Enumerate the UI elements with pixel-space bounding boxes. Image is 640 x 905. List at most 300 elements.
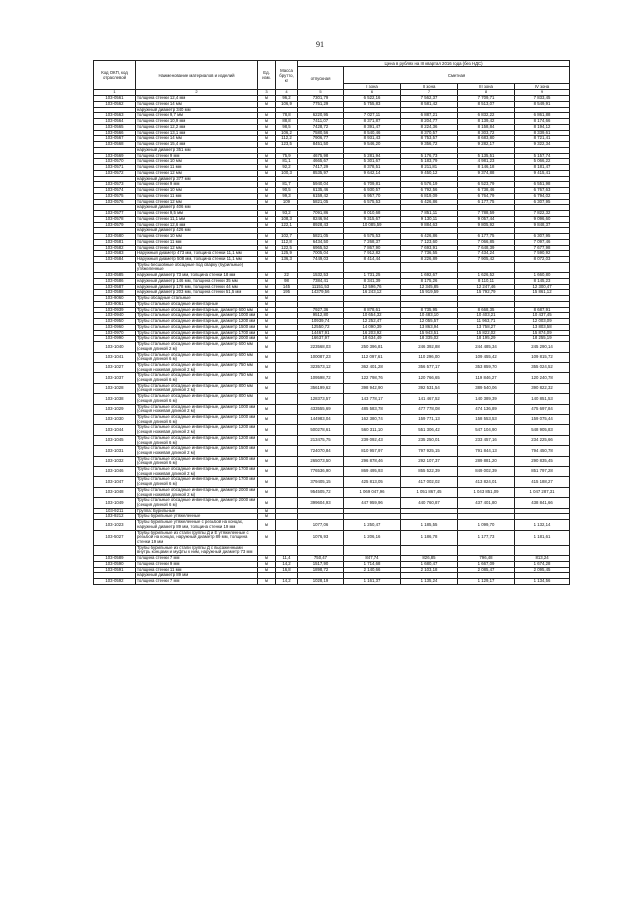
cell-zone-2: 551 306,42 [401, 425, 458, 435]
cell-unit: м [258, 446, 276, 456]
cell-zone-3: 8 146,18 [458, 165, 515, 171]
cell-zone-4: 6 307,95 [515, 234, 570, 240]
cell-zone-1: 239 092,43 [344, 435, 401, 445]
cell-zone-2: 356 577,17 [401, 362, 458, 372]
cell-zone-4: 1 674,28 [515, 561, 570, 567]
cell-zone-2: 5 176,73 [401, 153, 458, 159]
cell-unit: м [258, 567, 276, 573]
cell-zone-2: 8 224,36 [401, 124, 458, 130]
col-unit-header: Ед. изм. [258, 61, 276, 90]
cell-code: 103-0574 [94, 188, 136, 194]
cell-release-price [298, 545, 344, 555]
cell-zone-2: 7 562,37 [401, 96, 458, 102]
cell-zone-2: 6 792,56 [401, 188, 458, 194]
cell-mass [276, 477, 298, 487]
cell-zone-1: 9 642,14 [344, 170, 401, 176]
cell-code: 103-1030 [94, 415, 136, 425]
cell-zone-2: 13 863,94 [401, 324, 458, 330]
cell-zone-1: 6 930,57 [344, 188, 401, 194]
cell-zone-3: 547 104,90 [458, 425, 515, 435]
cell-zone-1: 10 654,32 [344, 313, 401, 319]
cell-release-price: 7906,77 [298, 136, 344, 142]
cell-release-price: 223568,03 [298, 342, 344, 352]
cell-code: 103-0562 [94, 101, 136, 107]
cell-zone-1: 7 867,90 [344, 245, 401, 251]
cell-name: Трубы бурильные утяжеленные [136, 514, 258, 520]
cell-unit: м [258, 520, 276, 530]
cell-zone-3: 109 455,42 [458, 352, 515, 362]
cell-zone-1: 12 596,76 [344, 284, 401, 290]
cell-zone-1: 6 575,53 [344, 199, 401, 205]
cell-zone-4: 10 437,45 [515, 313, 570, 319]
cell-name: Трубы стальные обсадные инвентарные, диаметр 750 мм (секция ножевая длиной 2 м) [136, 362, 258, 372]
cell-mass [276, 425, 298, 435]
cell-mass: 195 [276, 290, 298, 296]
cell-zone-1: 12 252,47 [344, 319, 401, 325]
cell-zone-1: 7 027,11 [344, 113, 401, 119]
cell-name: Трубы бурильные из стали группы Д и Е утяжеленные с резьбой на концах, наружный диаметр 89 мм, толщина стенки 19 мм [136, 530, 258, 545]
cell-code: 103-1040 [94, 342, 136, 352]
cell-zone-1: 847,74 [344, 556, 401, 562]
cell-zone-3: 474 136,89 [458, 404, 515, 414]
cell-unit: м [258, 467, 276, 477]
cell-zone-2: 7 123,60 [401, 239, 458, 245]
cell-mass: 112,8 [276, 239, 298, 245]
cell-code: 103-0585 [94, 273, 136, 279]
cell-mass: 106,9 [276, 101, 298, 107]
cell-code: 103-0582 [94, 245, 136, 251]
cell-release-price: 6159,42 [298, 193, 344, 199]
cell-zone-4: 1 132,14 [515, 520, 570, 530]
cell-release-price: 7005,04 [298, 251, 344, 257]
cell-zone-4: 438 841,66 [515, 498, 570, 508]
cell-code: 103-0573 [94, 182, 136, 188]
cell-release-price: 7580,56 [298, 130, 344, 136]
cell-unit: м [258, 342, 276, 352]
cell-name: Трубы стальные обсадные инвентарные, диаметр 1500 мм (секция ножевая длиной 2 м) [136, 446, 258, 456]
cell-zone-3: 8 683,80 [458, 136, 515, 142]
cell-unit: м [258, 556, 276, 562]
cell-release-price: 7428,72 [298, 124, 344, 130]
cell-release-price: 500278,61 [298, 425, 344, 435]
cell-name: Трубы стальные обсадные инвентарные, диаметр 1000 мм [136, 313, 258, 319]
table-row [94, 415, 570, 425]
cell-zone-1: 143 778,17 [344, 394, 401, 404]
cell-zone-3: 11 963,71 [458, 319, 515, 325]
cell-zone-3: 8 139,42 [458, 119, 515, 125]
cell-zone-3: 18 195,29 [458, 336, 515, 342]
cell-release-price: 1898,72 [298, 567, 344, 573]
cell-mass: 98 [276, 278, 298, 284]
cell-name: толщина стенки 11 мм [136, 165, 258, 171]
table-row [94, 362, 570, 372]
cell-code: 103-1044 [94, 425, 136, 435]
cell-zone-2: 8 211,81 [401, 165, 458, 171]
cell-name: наружный диаметр 426 мм [136, 228, 258, 234]
table-row [94, 487, 570, 497]
cell-code: 103-1047 [94, 477, 136, 487]
cell-unit: м [258, 113, 276, 119]
cell-zone-4: 140 851,53 [515, 394, 570, 404]
cell-zone-2: 1 135,24 [401, 579, 458, 585]
cell-unit: м [258, 336, 276, 342]
cell-zone-1: 8 878,61 [344, 307, 401, 313]
cell-unit: м [258, 498, 276, 508]
cell-code: 103-0571 [94, 165, 136, 171]
cell-mass [276, 342, 298, 352]
cell-zone-1: 18 634,49 [344, 336, 401, 342]
cell-zone-1: 485 583,78 [344, 404, 401, 414]
cell-unit: м [258, 234, 276, 240]
cell-zone-3: 140 389,39 [458, 394, 515, 404]
cell-name: Трубы бурильные утяжеленные с резьбой на концах, наружный диаметр 89 мм, толщина стенки 19 мм [136, 520, 258, 530]
cell-release-price: 8451,50 [298, 142, 344, 148]
cell-mass: 88,8 [276, 119, 298, 125]
table-row [94, 394, 570, 404]
cell-zone-4 [515, 262, 570, 272]
cell-zone-1: 8 931,43 [344, 136, 401, 142]
cell-unit: м [258, 307, 276, 313]
cell-zone-1: 1 714,68 [344, 561, 401, 567]
cell-zone-3: 1 667,09 [458, 561, 515, 567]
cell-zone-3: 1 626,52 [458, 273, 515, 279]
cell-unit [258, 545, 276, 555]
cell-mass: 122,5 [276, 245, 298, 251]
cell-zone-1: 162 380,74 [344, 415, 401, 425]
cell-release-price: 750,47 [298, 556, 344, 562]
cell-code: 103-0575 [94, 193, 136, 199]
cell-zone-1: 9 546,20 [344, 142, 401, 148]
cell-name: Группа: Бурильные [136, 508, 258, 514]
cell-zone-1: 16 243,12 [344, 290, 401, 296]
cell-zone-2: 9 356,72 [401, 142, 458, 148]
cell-name: толщина стенки 9 мм [136, 182, 258, 188]
cell-unit: м [258, 216, 276, 222]
cell-release-price: 4665,67 [298, 159, 344, 165]
cell-code [94, 262, 136, 272]
cell-release-price: 9512,80 [298, 313, 344, 319]
cell-mass: 90,5 [276, 188, 298, 194]
cell-unit: м [258, 119, 276, 125]
cell-release-price: 5940,04 [298, 182, 344, 188]
cell-zone-2: 477 778,08 [401, 404, 458, 414]
cell-name: толщина стенки 12,6 мм [136, 222, 258, 228]
cell-mass [276, 373, 298, 383]
cell-zone-2: 6 426,86 [401, 199, 458, 205]
cell-zone-3: 13 758,27 [458, 324, 515, 330]
cell-zone-2: 8 735,95 [401, 307, 458, 313]
cell-code: 103-0569 [94, 153, 136, 159]
cell-unit: м [258, 561, 276, 567]
cell-zone-4: 6 794,02 [515, 193, 570, 199]
cell-release-price: 12550,72 [298, 324, 344, 330]
cell-zone-3: 7 905,42 [458, 257, 515, 263]
cell-zone-1: 6 709,81 [344, 182, 401, 188]
cell-release-price: 399604,93 [298, 498, 344, 508]
cell-name: наружный диаметр 406 мм [136, 205, 258, 211]
cell-name: толщина стенки 10 мм [136, 159, 258, 165]
cell-zone-1: 5 301,67 [344, 159, 401, 165]
cell-zone-2: 12 345,85 [401, 284, 458, 290]
cell-unit: м [258, 257, 276, 263]
cell-release-price: 8246,94 [298, 216, 344, 222]
cell-zone-3: 7 434,24 [458, 251, 515, 257]
cell-name: Трубы стальные обсадные инвентарные, диаметр 1000 мм (секция длиной 6 м) [136, 415, 258, 425]
cell-code: 103-0940 [94, 313, 136, 319]
cell-zone-3: 791 844,13 [458, 446, 515, 456]
cell-name: толщина стенки 10 мм [136, 188, 258, 194]
cell-release-price: 100087,23 [298, 352, 344, 362]
cell-release-price: 8928,43 [298, 222, 344, 228]
table-row [94, 262, 570, 272]
cell-mass: 11,4 [276, 556, 298, 562]
cell-zone-3: 7 066,85 [458, 239, 515, 245]
cell-mass: 78,8 [276, 113, 298, 119]
cell-mass [276, 352, 298, 362]
cell-code: 103-0576 [94, 199, 136, 205]
cell-code: 103-0564 [94, 119, 136, 125]
cell-zone-4: 159 075,44 [515, 415, 570, 425]
cell-release-price: 323573,12 [298, 362, 344, 372]
cell-name: Трубы стальные обсадные инвентарные, диаметр 1700 мм (секция ножевая длиной 2 м) [136, 467, 258, 477]
cell-release-price: 1517,90 [298, 561, 344, 567]
cell-zone-1: 14 090,39 [344, 324, 401, 330]
cell-name: толщина стенки 11 мм [136, 239, 258, 245]
cell-zone-4: 7 677,98 [515, 245, 570, 251]
cell-mass: 136,3 [276, 257, 298, 263]
cell-zone-2: 141 467,52 [401, 394, 458, 404]
table-row [94, 498, 570, 508]
table-row [94, 579, 570, 585]
cell-code: 103-0588 [94, 290, 136, 296]
cell-release-price: 7411,07 [298, 119, 344, 125]
cell-release-price: 16637,97 [298, 336, 344, 342]
col-number: 7 [401, 90, 458, 96]
cell-zone-1: 250 396,81 [344, 342, 401, 352]
cell-release-price: 7301,79 [298, 96, 344, 102]
cell-unit: м [258, 319, 276, 325]
cell-unit: м [258, 477, 276, 487]
cell-zone-1: 6 575,53 [344, 234, 401, 240]
cell-zone-3: 1 129,17 [458, 579, 515, 585]
cell-zone-1: 8 378,51 [344, 165, 401, 171]
cell-zone-1 [344, 262, 401, 272]
cell-zone-1: 2 140,66 [344, 567, 401, 573]
cell-zone-1: 8 341,39 [344, 278, 401, 284]
col-number: 2 [136, 90, 258, 96]
cell-zone-4: 1 181,61 [515, 530, 570, 545]
cell-zone-2: 15 943,51 [401, 330, 458, 336]
cell-code: 103-5027 [94, 530, 136, 545]
cell-code: 103-0970 [94, 330, 136, 336]
cell-zone-1: 8 371,87 [344, 119, 401, 125]
col-release-header: отпускная [298, 67, 344, 90]
cell-zone-2: 8 226,89 [401, 257, 458, 263]
col-number: 3 [258, 90, 276, 96]
cell-zone-4: 8 145,23 [515, 278, 570, 284]
cell-code: 103-0990 [94, 336, 136, 342]
cell-name: толщина стенки 9 мм [136, 153, 258, 159]
cell-zone-4: 851 797,28 [515, 467, 570, 477]
cell-zone-2: 440 760,87 [401, 498, 458, 508]
cell-code: 103-1038 [94, 394, 136, 404]
cell-zone-3: 7 709,71 [458, 96, 515, 102]
cell-mass: 93,2 [276, 211, 298, 217]
cell-release-price: 11151,53 [298, 284, 344, 290]
cell-zone-1: 425 813,05 [344, 477, 401, 487]
cell-mass: 125,9 [276, 251, 298, 257]
cell-unit: м [258, 278, 276, 284]
cell-unit: м [258, 456, 276, 466]
cell-name: Трубы стальные обсадные инвентарные, диаметр 800 мм (секция длиной 6 м) [136, 394, 258, 404]
cell-zone-1: 9 315,67 [344, 216, 401, 222]
cell-zone-4: 8 194,12 [515, 124, 570, 130]
cell-unit: м [258, 199, 276, 205]
cell-zone-4: 6 551,98 [515, 182, 570, 188]
cell-unit: м [258, 373, 276, 383]
cell-release-price: 8535,97 [298, 170, 344, 176]
cell-zone-2: 392 531,54 [401, 383, 458, 393]
cell-name: толщина стенки 7 мм [136, 556, 258, 562]
cell-zone-2: 8 204,77 [401, 119, 458, 125]
cell-name: толщина стенки 12 мм [136, 199, 258, 205]
cell-zone-4: 813,24 [515, 556, 570, 562]
cell-mass: 123,5 [276, 142, 298, 148]
cell-zone-2: 292 107,37 [401, 456, 458, 466]
cell-unit [258, 262, 276, 272]
zone-1-header: I зона [344, 84, 401, 90]
cell-zone-4: 8 174,66 [515, 119, 570, 125]
col-number: 6 [344, 90, 401, 96]
cell-release-price: 724070,84 [298, 446, 344, 456]
cell-name: наружный диаметр 89 мм [136, 573, 258, 579]
cell-zone-2: 110 296,00 [401, 352, 458, 362]
cell-zone-2: 7 851,11 [401, 211, 458, 217]
cell-zone-4: 9 322,34 [515, 142, 570, 148]
cell-code: 103-0561 [94, 96, 136, 102]
cell-mass: 92,2 [276, 165, 298, 171]
cell-zone-3: 8 110,11 [458, 278, 515, 284]
cell-name: наружный диаметр 178 мм, толщина стенки 44 мм [136, 284, 258, 290]
cell-release-price: 1028,19 [298, 579, 344, 585]
cell-name: Трубы стальные обсадные инвентарные, диаметр 2000 мм (секция длиной 6 м) [136, 498, 258, 508]
cell-zone-3: 6 832,22 [458, 113, 515, 119]
page-number: 91 [316, 40, 324, 49]
cell-zone-2: 826,85 [401, 556, 458, 562]
cell-code: 103-0570 [94, 159, 136, 165]
cell-mass [276, 456, 298, 466]
cell-code: 103-0950 [94, 319, 136, 325]
cell-zone-2: 1 051 867,45 [401, 487, 458, 497]
cell-unit: м [258, 579, 276, 585]
cell-release-price: 7384,41 [298, 278, 344, 284]
cell-code: 103-0589 [94, 556, 136, 562]
cell-name: толщина стенки 12 мм [136, 245, 258, 251]
cell-zone-2: 6 819,09 [401, 193, 458, 199]
cell-name: толщина стенки 9,5 мм [136, 211, 258, 217]
cell-unit: м [258, 508, 276, 514]
cell-unit: м [258, 352, 276, 362]
cell-code [94, 545, 136, 555]
cell-zone-2: 9 450,12 [401, 170, 458, 176]
cell-zone-2: 120 766,65 [401, 373, 458, 383]
cell-mass [276, 415, 298, 425]
cell-zone-3: 8 158,84 [458, 124, 515, 130]
cell-zone-1: 1 161,37 [344, 579, 401, 585]
cell-zone-2: 6 576,19 [401, 182, 458, 188]
cell-name: толщина стенки 11 мм [136, 193, 258, 199]
cell-mass: 106,2 [276, 130, 298, 136]
cell-zone-2: 7 693,91 [401, 245, 458, 251]
cell-zone-4: 5 157,74 [515, 153, 570, 159]
cell-zone-4: 5 066,22 [515, 159, 570, 165]
cell-name: Трубы стальные обсадные инвентарные, диаметр 800 мм (секция ножевая длиной 2 м) [136, 383, 258, 393]
cell-code: 103-1031 [94, 446, 136, 456]
cell-zone-3: 413 824,01 [458, 477, 515, 487]
cell-mass: 102,7 [276, 234, 298, 240]
cell-code: 103-1045 [94, 435, 136, 445]
cell-unit: м [258, 383, 276, 393]
cell-release-price: 776536,90 [298, 467, 344, 477]
cell-zone-4: 1 047 287,31 [515, 487, 570, 497]
cell-zone-1: 296 878,46 [344, 456, 401, 466]
cell-name: наружный диаметр 340 мм [136, 107, 258, 113]
cell-zone-4: 290 835,45 [515, 456, 570, 466]
cell-name: Трубы стальные обсадные инвентарные, диаметр 1200 мм (секция ножевая длиной 2 м) [136, 425, 258, 435]
cell-code: 103-0568 [94, 142, 136, 148]
cell-zone-2: 9 130,11 [401, 216, 458, 222]
zone-4-header: IV зона [515, 84, 570, 90]
price-group-header: Цена в рублях на III квартал 2016 года (без НДС) [298, 61, 570, 67]
cell-unit: м [258, 142, 276, 148]
cell-code: 103-0590 [94, 561, 136, 567]
cell-zone-4: 355 024,52 [515, 362, 570, 372]
cell-zone-2: 855 522,39 [401, 467, 458, 477]
cell-release-price: 128373,57 [298, 394, 344, 404]
cell-mass: 22 [276, 273, 298, 279]
cell-zone-3: 1 099,70 [458, 520, 515, 530]
cell-mass [276, 467, 298, 477]
cell-zone-2: 6 887,21 [401, 113, 458, 119]
cell-name: толщина стенки 9,7 мм [136, 113, 258, 119]
cell-mass [276, 446, 298, 456]
estimate-header: Сметная [344, 67, 570, 84]
cell-release-price: 213475,75 [298, 435, 344, 445]
cell-name: Трубы бурильные из стали группы Д с высаженными внутрь концами и муфты к ним, наружный диаметр 73 мм [136, 545, 258, 555]
cell-name: Трубы стальные обсадные инвентарные, диаметр 1200 мм (секция длиной 6 м) [136, 435, 258, 445]
cell-zone-3: 353 859,70 [458, 362, 515, 372]
zone-3-header: III зона [458, 84, 515, 90]
cell-mass: 108,3 [276, 216, 298, 222]
cell-code: 103-1046 [94, 467, 136, 477]
cell-zone-4: 415 188,27 [515, 477, 570, 487]
table-row [94, 545, 570, 555]
cell-code: 103-9060 [94, 296, 136, 302]
cell-zone-1: 8 391,47 [344, 124, 401, 130]
cell-zone-2: 8 581,42 [401, 101, 458, 107]
cell-zone-1 [344, 545, 401, 555]
cell-name: Трубы стальные обсадные инвентарные, диаметр 600 мм (секция длиной 6 м) [136, 352, 258, 362]
table-row [94, 373, 570, 383]
cell-code: 103-9061 [94, 301, 136, 307]
cell-release-price: 144983,04 [298, 415, 344, 425]
cell-release-price: 7417,29 [298, 165, 344, 171]
cell-mass [276, 498, 298, 508]
cell-zone-4: 9 096,60 [515, 216, 570, 222]
cell-zone-3: 7 788,59 [458, 211, 515, 217]
cell-zone-2: 1 692,67 [401, 273, 458, 279]
cell-mass [276, 530, 298, 545]
